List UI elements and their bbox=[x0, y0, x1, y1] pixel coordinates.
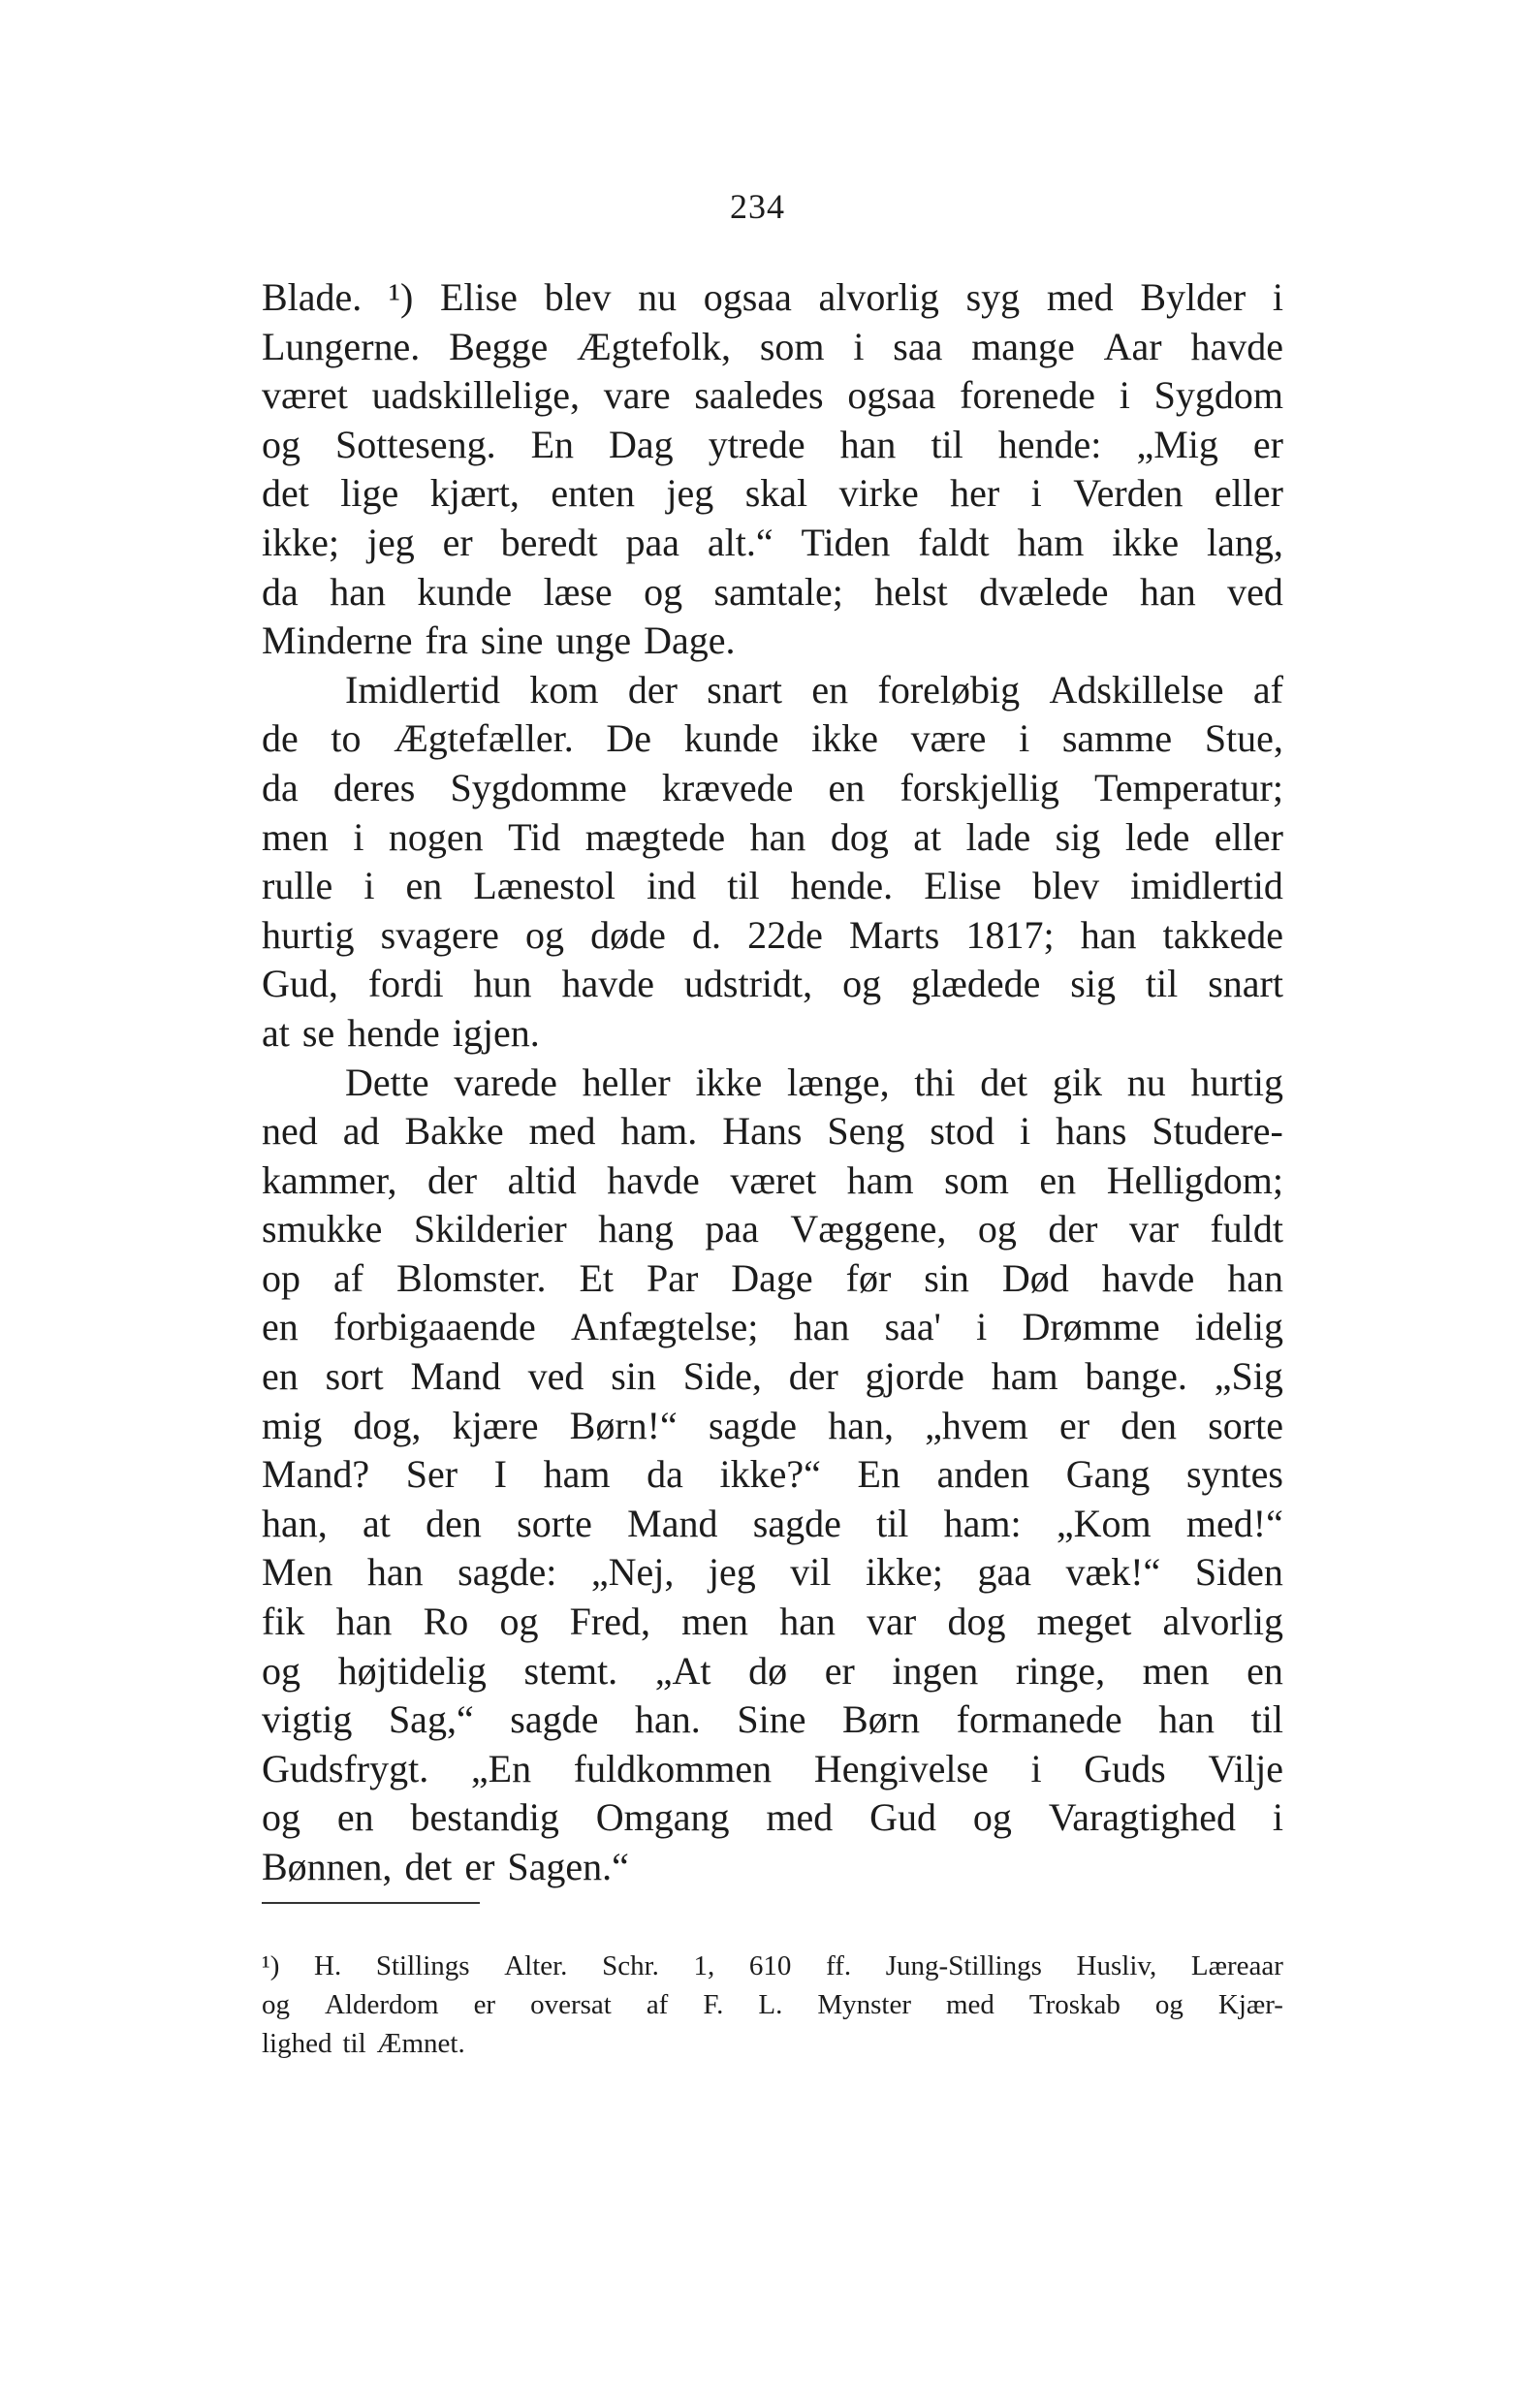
text-line: hurtig svagere og døde d. 22de Marts 1817; han takkede bbox=[262, 912, 1283, 957]
text-line: og højtidelig stemt. „At dø er ingen ringe, men en bbox=[262, 1648, 1283, 1693]
footnote-line: lighed til Æmnet. bbox=[262, 2028, 465, 2059]
body-text bbox=[262, 273, 1283, 1892]
footnote-line: og Alderdom er oversat af F. L. Mynster med Troskab og Kjær- bbox=[262, 1989, 1283, 2020]
page-number: 234 bbox=[730, 187, 785, 226]
text-line: Men han sagde: „Nej, jeg vil ikke; gaa væk!“ Siden bbox=[262, 1550, 1283, 1595]
text-line: at se hende igjen. bbox=[262, 1010, 540, 1055]
text-line: og Sotteseng. En Dag ytrede han til hende: „Mig er bbox=[262, 422, 1283, 466]
text-line: og en bestandig Omgang med Gud og Varagtighed i bbox=[262, 1795, 1283, 1840]
text-line: smukke Skilderier hang paa Væggene, og der var fuldt bbox=[262, 1207, 1283, 1252]
text-line: rulle i en Lænestol ind til hende. Elise blev imidlertid bbox=[262, 864, 1283, 908]
text-line: men i nogen Tid mægtede han dog at lade sig lede eller bbox=[262, 814, 1283, 859]
text-line: de to Ægtefæller. De kunde ikke være i samme Stue, bbox=[262, 716, 1283, 761]
text-line: det lige kjært, enten jeg skal virke her i Verden eller bbox=[262, 471, 1283, 516]
text-line: fik han Ro og Fred, men han var dog meget alvorlig bbox=[262, 1600, 1283, 1644]
text-line: da han kunde læse og samtale; helst dvælede han ved bbox=[262, 569, 1283, 614]
footnote-line: ¹) H. Stillings Alter. Schr. 1, 610 ff. Jung-Stillings Husliv, Læreaar bbox=[262, 1950, 1283, 1981]
text-line: mig dog, kjære Børn!“ sagde han, „hvem er den sorte bbox=[262, 1403, 1283, 1447]
text-line: Minderne fra sine unge Dage. bbox=[262, 618, 736, 663]
text-line: en forbigaaende Anfægtelse; han saa' i Drømme idelig bbox=[262, 1305, 1283, 1349]
text-line: været uadskillelige, vare saaledes ogsaa forenede i Sygdom bbox=[262, 373, 1283, 418]
text-line: Gud, fordi hun havde udstridt, og glædede sig til snart bbox=[262, 962, 1283, 1006]
footnote-divider bbox=[262, 1902, 480, 1904]
text-line: Bønnen, det er Sagen.“ bbox=[262, 1845, 629, 1888]
text-line: op af Blomster. Et Par Dage før sin Død havde han bbox=[262, 1255, 1283, 1300]
text-line: Dette varede heller ikke længe, thi det gik nu hurtig bbox=[345, 1060, 1283, 1104]
text-line: en sort Mand ved sin Side, der gjorde ham bange. „Sig bbox=[262, 1354, 1283, 1399]
text-line: Blade. ¹) Elise blev nu ogsaa alvorlig syg med Bylder i bbox=[262, 275, 1283, 319]
text-line: ned ad Bakke med ham. Hans Seng stod i hans Studere- bbox=[262, 1109, 1283, 1154]
text-line: kammer, der altid havde været ham som en Helligdom; bbox=[262, 1157, 1283, 1202]
text-line: ikke; jeg er beredt paa alt.“ Tiden faldt ham ikke lang, bbox=[262, 520, 1283, 564]
text-line: han, at den sorte Mand sagde til ham: „Kom med!“ bbox=[262, 1501, 1283, 1545]
footnote bbox=[262, 1947, 1283, 2063]
text-line: Gudsfrygt. „En fuldkommen Hengivelse i Guds Vilje bbox=[262, 1746, 1283, 1790]
text-line: da deres Sygdomme krævede en forskjellig Temperatur; bbox=[262, 765, 1283, 809]
text-line: Imidlertid kom der snart en foreløbig Adskillelse af bbox=[345, 667, 1283, 712]
text-line: Lungerne. Begge Ægtefolk, som i saa mange Aar havde bbox=[262, 324, 1283, 368]
text-line: Mand? Ser I ham da ikke?“ En anden Gang syntes bbox=[262, 1452, 1283, 1497]
text-line: vigtig Sag,“ sagde han. Sine Børn formanede han til bbox=[262, 1697, 1283, 1742]
